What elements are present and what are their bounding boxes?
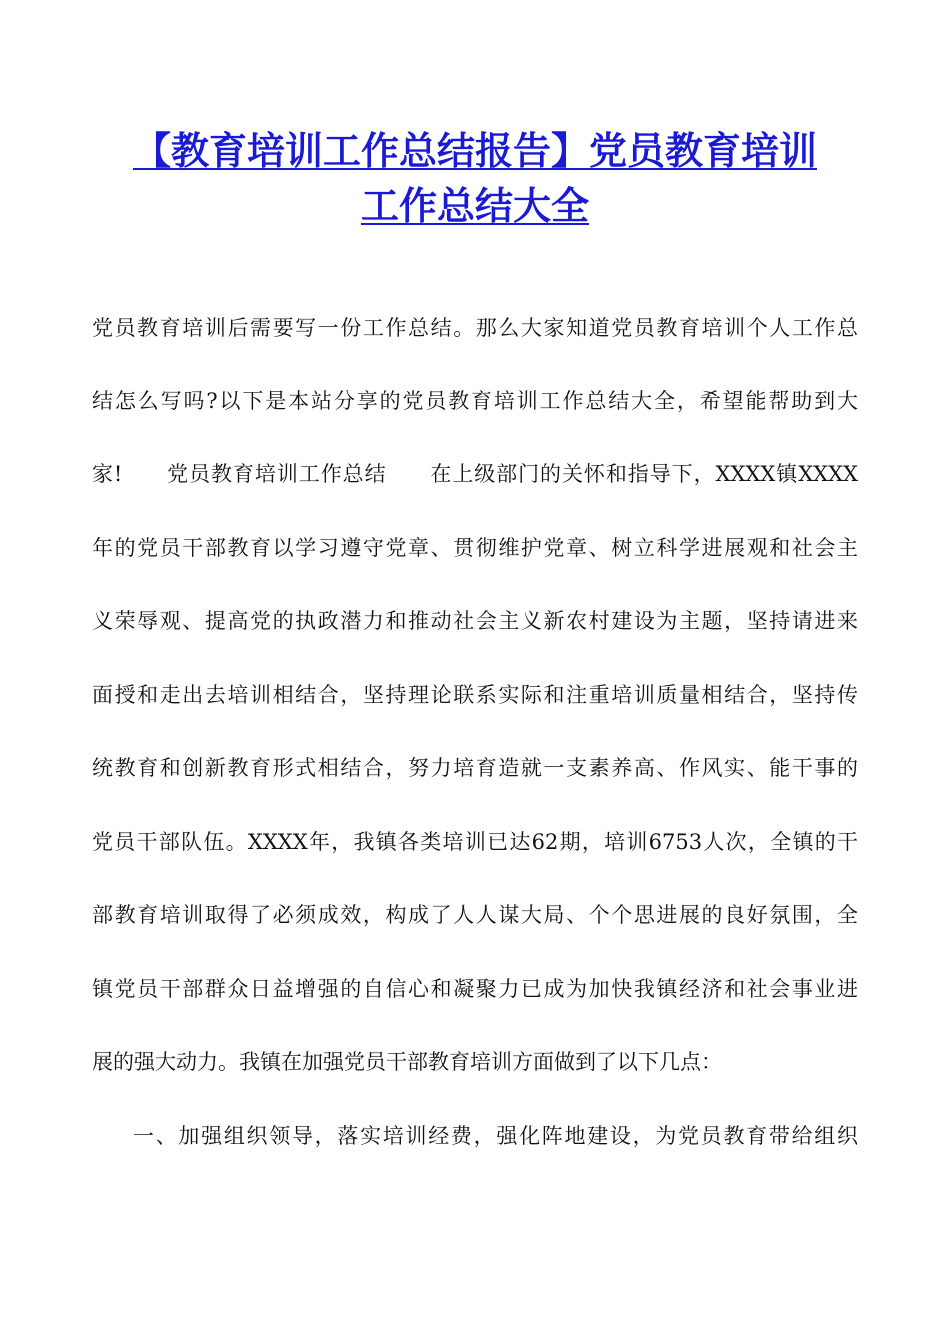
body-text-line: 党员教育培训后需要写一份工作总结。那么大家知道党员教育培训个人工作总	[92, 316, 858, 340]
body-text-line: 统教育和创新教育形式相结合，努力培育造就一支素养高、作风实、能干事的	[92, 756, 858, 780]
body-text-line: 镇党员干部群众日益增强的自信心和凝聚力已成为加快我镇经济和社会事业进	[92, 977, 858, 1001]
body-text-line: 义荣辱观、提高党的执政潜力和推动社会主义新农村建设为主题，坚持请进来	[92, 609, 858, 633]
body-text-line: 家! 党员教育培训工作总结 在上级部门的关怀和指导下，XXXX镇XXXX	[92, 462, 858, 486]
body-text-line: 部教育培训取得了必须成效，构成了人人谋大局、个个思进展的良好氛围，全	[92, 903, 858, 927]
body-text-line: 展的强大动力。我镇在加强党员干部教育培训方面做到了以下几点：	[92, 1050, 722, 1074]
body-text-line: 面授和走出去培训相结合，坚持理论联系实际和注重培训质量相结合，坚持传	[92, 683, 858, 707]
document-title	[90, 124, 860, 234]
title-link-line-2[interactable]: 工作总结大全	[360, 184, 589, 228]
body-text-line: 结怎么写吗?以下是本站分享的党员教育培训工作总结大全，希望能帮助到大	[92, 389, 858, 413]
body-text-line: 年的党员干部教育以学习遵守党章、贯彻维护党章、树立科学进展观和社会主	[92, 536, 858, 560]
section-heading-line: 一、加强组织领导，落实培训经费，强化阵地建设，为党员教育带给组织	[133, 1124, 858, 1148]
body-text-line: 党员干部队伍。XXXX年，我镇各类培训已达62期，培训6753人次，全镇的干	[92, 830, 858, 854]
title-link-line-1[interactable]: 【教育培训工作总结报告】党员教育培训	[132, 129, 817, 173]
